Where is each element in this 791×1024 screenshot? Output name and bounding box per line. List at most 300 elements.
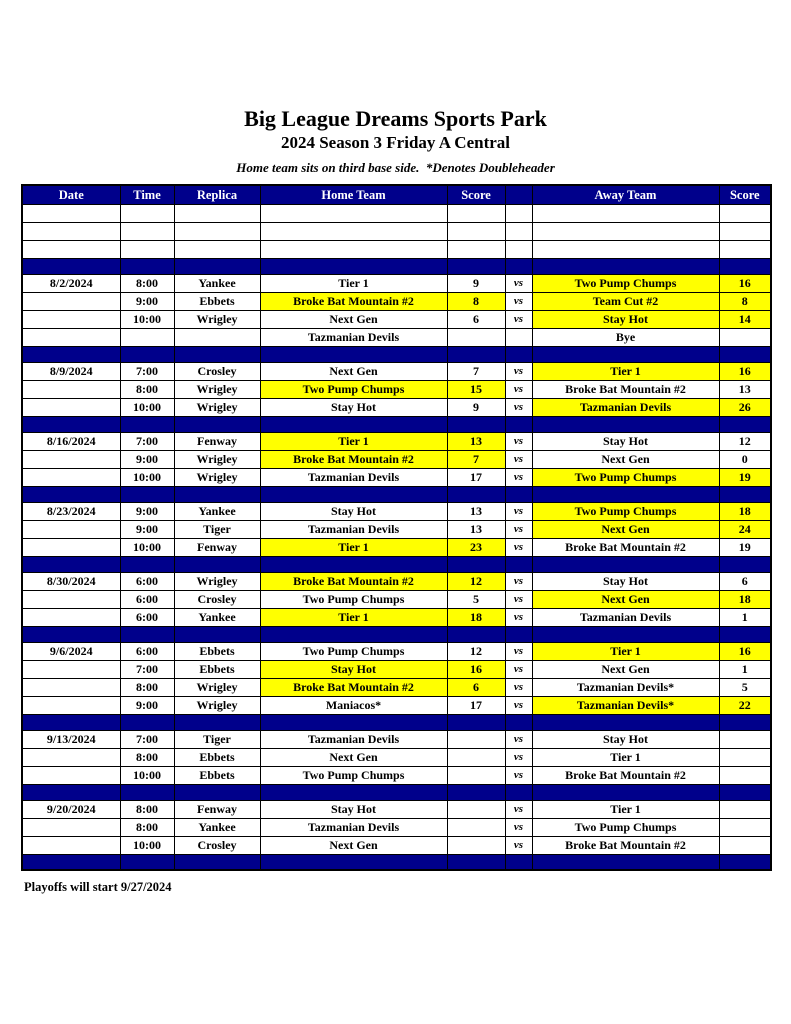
home-score-cell	[447, 854, 505, 870]
home-score-cell: 6	[447, 678, 505, 696]
time-cell: 10:00	[120, 766, 174, 784]
time-cell: 9:00	[120, 696, 174, 714]
time-cell	[120, 328, 174, 346]
date-cell	[22, 678, 120, 696]
away-team-cell	[532, 204, 719, 222]
column-header-vs	[505, 185, 532, 204]
date-cell: 8/16/2024	[22, 432, 120, 450]
time-cell: 10:00	[120, 836, 174, 854]
away-score-cell	[719, 800, 771, 818]
away-score-cell: 24	[719, 520, 771, 538]
date-cell: 9/20/2024	[22, 800, 120, 818]
column-header-replica: Replica	[174, 185, 260, 204]
away-team-cell: Tier 1	[532, 748, 719, 766]
vs-cell: vs	[505, 642, 532, 660]
home-score-cell	[447, 800, 505, 818]
replica-cell	[174, 328, 260, 346]
game-row	[22, 660, 771, 678]
home-team-cell: Stay Hot	[260, 398, 447, 416]
replica-cell: Yankee	[174, 502, 260, 520]
time-cell: 8:00	[120, 748, 174, 766]
time-cell	[120, 346, 174, 362]
away-team-cell: Two Pump Chumps	[532, 274, 719, 292]
game-row	[22, 766, 771, 784]
date-cell	[22, 416, 120, 432]
blank-row	[22, 240, 771, 258]
home-team-cell: Next Gen	[260, 748, 447, 766]
home-score-cell	[447, 748, 505, 766]
away-team-cell: Tier 1	[532, 642, 719, 660]
date-cell	[22, 590, 120, 608]
away-score-cell: 22	[719, 696, 771, 714]
home-team-cell: Tazmanian Devils	[260, 328, 447, 346]
game-row	[22, 468, 771, 486]
away-team-cell: Next Gen	[532, 450, 719, 468]
header-row	[22, 185, 771, 204]
away-score-cell: 0	[719, 450, 771, 468]
time-cell: 7:00	[120, 362, 174, 380]
game-row	[22, 328, 771, 346]
replica-cell	[174, 854, 260, 870]
away-score-cell: 1	[719, 608, 771, 626]
date-cell	[22, 328, 120, 346]
vs-cell	[505, 556, 532, 572]
time-cell	[120, 714, 174, 730]
away-score-cell	[719, 556, 771, 572]
game-row	[22, 800, 771, 818]
home-score-cell: 12	[447, 572, 505, 590]
date-cell	[22, 660, 120, 678]
date-cell	[22, 608, 120, 626]
game-row	[22, 520, 771, 538]
home-team-cell: Broke Bat Mountain #2	[260, 678, 447, 696]
away-team-cell: Stay Hot	[532, 572, 719, 590]
away-team-cell: Tazmanian Devils*	[532, 678, 719, 696]
game-row	[22, 450, 771, 468]
away-team-cell: Two Pump Chumps	[532, 468, 719, 486]
time-cell: 9:00	[120, 292, 174, 310]
vs-cell	[505, 854, 532, 870]
date-cell: 8/9/2024	[22, 362, 120, 380]
game-row	[22, 274, 771, 292]
date-cell	[22, 346, 120, 362]
away-team-cell	[532, 240, 719, 258]
separator-row	[22, 258, 771, 274]
column-header-away-team: Away Team	[532, 185, 719, 204]
home-team-cell	[260, 204, 447, 222]
vs-cell	[505, 204, 532, 222]
date-cell	[22, 696, 120, 714]
home-team-cell: Stay Hot	[260, 502, 447, 520]
game-row	[22, 362, 771, 380]
time-cell: 6:00	[120, 590, 174, 608]
away-score-cell	[719, 836, 771, 854]
away-team-cell: Broke Bat Mountain #2	[532, 538, 719, 556]
away-team-cell	[532, 784, 719, 800]
replica-cell: Wrigley	[174, 696, 260, 714]
vs-cell: vs	[505, 590, 532, 608]
replica-cell: Fenway	[174, 538, 260, 556]
game-row	[22, 502, 771, 520]
replica-cell	[174, 714, 260, 730]
away-score-cell: 13	[719, 380, 771, 398]
away-score-cell	[719, 714, 771, 730]
replica-cell	[174, 222, 260, 240]
away-team-cell: Two Pump Chumps	[532, 502, 719, 520]
home-team-cell: Stay Hot	[260, 660, 447, 678]
home-team-cell	[260, 556, 447, 572]
vs-cell: vs	[505, 572, 532, 590]
separator-row	[22, 854, 771, 870]
home-score-cell	[447, 818, 505, 836]
away-score-cell	[719, 766, 771, 784]
replica-cell: Wrigley	[174, 398, 260, 416]
home-team-cell: Two Pump Chumps	[260, 590, 447, 608]
time-cell: 8:00	[120, 800, 174, 818]
home-score-cell	[447, 626, 505, 642]
vs-cell	[505, 626, 532, 642]
home-team-cell: Tier 1	[260, 538, 447, 556]
time-cell: 7:00	[120, 432, 174, 450]
vs-cell: vs	[505, 608, 532, 626]
away-score-cell: 1	[719, 660, 771, 678]
home-score-cell	[447, 714, 505, 730]
home-score-cell	[447, 258, 505, 274]
home-team-cell: Two Pump Chumps	[260, 642, 447, 660]
separator-row	[22, 346, 771, 362]
time-cell	[120, 556, 174, 572]
schedule-body	[22, 204, 771, 870]
game-row	[22, 380, 771, 398]
time-cell: 8:00	[120, 678, 174, 696]
time-cell	[120, 258, 174, 274]
home-team-cell: Next Gen	[260, 836, 447, 854]
home-team-cell: Maniacos*	[260, 696, 447, 714]
home-score-cell	[447, 486, 505, 502]
away-score-cell: 5	[719, 678, 771, 696]
away-score-cell: 26	[719, 398, 771, 416]
time-cell: 7:00	[120, 730, 174, 748]
replica-cell: Fenway	[174, 800, 260, 818]
home-score-cell	[447, 416, 505, 432]
away-team-cell	[532, 346, 719, 362]
replica-cell: Wrigley	[174, 468, 260, 486]
replica-cell: Fenway	[174, 432, 260, 450]
home-score-cell: 13	[447, 432, 505, 450]
replica-cell	[174, 626, 260, 642]
time-cell: 6:00	[120, 608, 174, 626]
date-cell	[22, 398, 120, 416]
game-row	[22, 748, 771, 766]
time-cell: 8:00	[120, 818, 174, 836]
time-cell	[120, 854, 174, 870]
home-score-cell: 17	[447, 468, 505, 486]
page-subtitle: 2024 Season 3 Friday A Central	[280, 133, 511, 153]
time-cell: 6:00	[120, 572, 174, 590]
away-team-cell	[532, 854, 719, 870]
vs-cell	[505, 222, 532, 240]
date-cell	[22, 520, 120, 538]
date-cell	[22, 450, 120, 468]
replica-cell: Ebbets	[174, 292, 260, 310]
away-team-cell	[532, 258, 719, 274]
away-score-cell: 14	[719, 310, 771, 328]
column-header-home-score: Score	[447, 185, 505, 204]
game-row	[22, 678, 771, 696]
separator-row	[22, 556, 771, 572]
away-team-cell: Tier 1	[532, 800, 719, 818]
away-score-cell	[719, 346, 771, 362]
home-score-cell: 18	[447, 608, 505, 626]
date-cell	[22, 292, 120, 310]
replica-cell: Wrigley	[174, 450, 260, 468]
replica-cell	[174, 346, 260, 362]
away-score-cell	[719, 222, 771, 240]
vs-cell	[505, 258, 532, 274]
replica-cell: Crosley	[174, 836, 260, 854]
separator-row	[22, 714, 771, 730]
date-cell	[22, 258, 120, 274]
home-score-cell: 13	[447, 502, 505, 520]
home-team-cell: Tazmanian Devils	[260, 520, 447, 538]
time-cell: 6:00	[120, 642, 174, 660]
home-score-cell	[447, 836, 505, 854]
home-team-note: Home team sits on third base side. *Denotes Doubleheader	[236, 159, 555, 175]
vs-cell: vs	[505, 766, 532, 784]
time-cell: 10:00	[120, 310, 174, 328]
vs-cell: vs	[505, 660, 532, 678]
date-cell	[22, 240, 120, 258]
separator-row	[22, 416, 771, 432]
away-team-cell: Tier 1	[532, 362, 719, 380]
away-team-cell	[532, 416, 719, 432]
home-team-cell: Stay Hot	[260, 800, 447, 818]
home-score-cell	[447, 730, 505, 748]
away-team-cell	[532, 626, 719, 642]
away-score-cell: 16	[719, 642, 771, 660]
away-team-cell: Broke Bat Mountain #2	[532, 380, 719, 398]
away-score-cell	[719, 258, 771, 274]
date-cell	[22, 538, 120, 556]
home-score-cell	[447, 556, 505, 572]
page-title: Big League Dreams Sports Park	[244, 106, 547, 131]
away-team-cell	[532, 556, 719, 572]
game-row	[22, 538, 771, 556]
vs-cell: vs	[505, 310, 532, 328]
away-score-cell: 12	[719, 432, 771, 450]
away-team-cell: Stay Hot	[532, 432, 719, 450]
vs-cell: vs	[505, 696, 532, 714]
separator-row	[22, 626, 771, 642]
replica-cell: Crosley	[174, 590, 260, 608]
away-score-cell: 6	[719, 572, 771, 590]
time-cell	[120, 784, 174, 800]
title-block	[0, 106, 791, 175]
home-score-cell	[447, 204, 505, 222]
replica-cell: Yankee	[174, 818, 260, 836]
away-team-cell	[532, 714, 719, 730]
away-team-cell: Tazmanian Devils	[532, 398, 719, 416]
vs-cell: vs	[505, 398, 532, 416]
date-cell: 8/30/2024	[22, 572, 120, 590]
replica-cell: Tiger	[174, 520, 260, 538]
vs-cell: vs	[505, 380, 532, 398]
time-cell	[120, 626, 174, 642]
away-score-cell	[719, 784, 771, 800]
home-score-cell: 5	[447, 590, 505, 608]
home-team-cell	[260, 854, 447, 870]
game-row	[22, 818, 771, 836]
vs-cell	[505, 328, 532, 346]
away-score-cell	[719, 486, 771, 502]
vs-cell: vs	[505, 748, 532, 766]
date-cell	[22, 204, 120, 222]
time-cell: 9:00	[120, 450, 174, 468]
home-score-cell: 16	[447, 660, 505, 678]
home-team-cell	[260, 784, 447, 800]
vs-cell	[505, 346, 532, 362]
replica-cell	[174, 784, 260, 800]
away-score-cell: 19	[719, 468, 771, 486]
vs-cell: vs	[505, 432, 532, 450]
vs-cell: vs	[505, 800, 532, 818]
replica-cell: Tiger	[174, 730, 260, 748]
date-cell: 9/6/2024	[22, 642, 120, 660]
date-cell	[22, 380, 120, 398]
time-cell	[120, 222, 174, 240]
home-team-cell	[260, 486, 447, 502]
home-score-cell: 8	[447, 292, 505, 310]
away-score-cell	[719, 854, 771, 870]
replica-cell	[174, 556, 260, 572]
date-cell: 8/23/2024	[22, 502, 120, 520]
away-team-cell	[532, 222, 719, 240]
home-team-cell: Next Gen	[260, 362, 447, 380]
date-cell	[22, 468, 120, 486]
away-score-cell	[719, 748, 771, 766]
vs-cell: vs	[505, 538, 532, 556]
replica-cell: Wrigley	[174, 380, 260, 398]
date-cell	[22, 310, 120, 328]
vs-cell	[505, 240, 532, 258]
replica-cell	[174, 204, 260, 222]
away-team-cell: Next Gen	[532, 660, 719, 678]
home-score-cell: 15	[447, 380, 505, 398]
home-score-cell: 13	[447, 520, 505, 538]
vs-cell: vs	[505, 292, 532, 310]
vs-cell	[505, 714, 532, 730]
vs-cell: vs	[505, 450, 532, 468]
vs-cell	[505, 784, 532, 800]
home-score-cell: 23	[447, 538, 505, 556]
away-team-cell: Stay Hot	[532, 730, 719, 748]
game-row	[22, 590, 771, 608]
replica-cell	[174, 486, 260, 502]
away-score-cell: 18	[719, 502, 771, 520]
vs-cell: vs	[505, 468, 532, 486]
home-team-cell	[260, 416, 447, 432]
away-team-cell: Next Gen	[532, 590, 719, 608]
home-team-cell: Tier 1	[260, 608, 447, 626]
home-score-cell	[447, 222, 505, 240]
date-cell	[22, 766, 120, 784]
game-row	[22, 572, 771, 590]
schedule-table	[21, 184, 772, 871]
column-header-away-score: Score	[719, 185, 771, 204]
time-cell	[120, 240, 174, 258]
home-score-cell	[447, 766, 505, 784]
time-cell: 9:00	[120, 502, 174, 520]
time-cell: 10:00	[120, 398, 174, 416]
time-cell: 10:00	[120, 468, 174, 486]
away-team-cell: Team Cut #2	[532, 292, 719, 310]
game-row	[22, 730, 771, 748]
vs-cell: vs	[505, 520, 532, 538]
away-score-cell: 8	[719, 292, 771, 310]
date-cell	[22, 784, 120, 800]
away-team-cell	[532, 486, 719, 502]
vs-cell: vs	[505, 362, 532, 380]
home-team-cell: Two Pump Chumps	[260, 380, 447, 398]
time-cell: 9:00	[120, 520, 174, 538]
away-team-cell: Stay Hot	[532, 310, 719, 328]
date-cell	[22, 486, 120, 502]
away-score-cell	[719, 204, 771, 222]
time-cell	[120, 486, 174, 502]
game-row	[22, 432, 771, 450]
replica-cell: Wrigley	[174, 572, 260, 590]
date-cell	[22, 556, 120, 572]
away-team-cell: Next Gen	[532, 520, 719, 538]
home-team-cell: Broke Bat Mountain #2	[260, 450, 447, 468]
home-team-cell: Tazmanian Devils	[260, 468, 447, 486]
date-cell	[22, 836, 120, 854]
vs-cell: vs	[505, 818, 532, 836]
home-team-cell: Two Pump Chumps	[260, 766, 447, 784]
home-team-cell	[260, 714, 447, 730]
vs-cell: vs	[505, 730, 532, 748]
blank-row	[22, 204, 771, 222]
replica-cell	[174, 240, 260, 258]
separator-row	[22, 784, 771, 800]
home-team-cell: Next Gen	[260, 310, 447, 328]
home-score-cell: 7	[447, 450, 505, 468]
vs-cell	[505, 416, 532, 432]
away-score-cell: 16	[719, 362, 771, 380]
time-cell	[120, 416, 174, 432]
game-row	[22, 696, 771, 714]
date-cell	[22, 818, 120, 836]
replica-cell: Ebbets	[174, 660, 260, 678]
vs-cell: vs	[505, 274, 532, 292]
separator-row	[22, 486, 771, 502]
date-cell	[22, 222, 120, 240]
home-score-cell	[447, 346, 505, 362]
away-score-cell: 18	[719, 590, 771, 608]
column-header-date: Date	[22, 185, 120, 204]
time-cell: 8:00	[120, 274, 174, 292]
away-score-cell	[719, 328, 771, 346]
replica-cell: Ebbets	[174, 766, 260, 784]
away-score-cell	[719, 240, 771, 258]
replica-cell: Yankee	[174, 608, 260, 626]
vs-cell: vs	[505, 836, 532, 854]
time-cell: 7:00	[120, 660, 174, 678]
game-row	[22, 608, 771, 626]
blank-row	[22, 222, 771, 240]
date-cell	[22, 748, 120, 766]
time-cell	[120, 204, 174, 222]
